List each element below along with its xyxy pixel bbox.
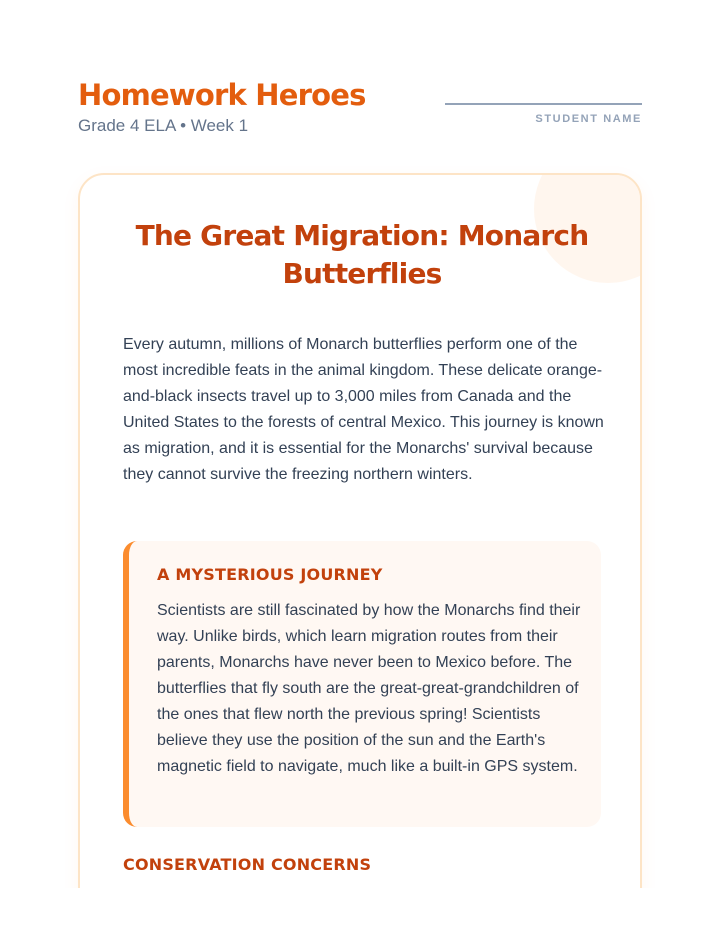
brand-title: Homework Heroes xyxy=(78,78,366,112)
worksheet-header xyxy=(78,74,642,138)
reading-card xyxy=(78,173,642,932)
page-bottom-margin xyxy=(0,888,720,932)
callout-box xyxy=(123,541,601,827)
intro-paragraph: Every autumn, millions of Monarch butterflies perform one of the most incredible feats in the animal kingdom. These delicate orange-and-black insects travel up to 3,000 miles from Canada and the United States to the forests of central Mexico. This journey is known as migration, and it is essential for the Monarchs' survival because they cannot survive the freezing northern winters. xyxy=(123,336,604,483)
grade-week-subtitle: Grade 4 ELA • Week 1 xyxy=(78,116,249,135)
callout-title: A MYSTERIOUS JOURNEY xyxy=(157,565,383,584)
article-title: The Great Migration: Monarch Butterflies xyxy=(135,219,589,290)
callout-paragraph: Scientists are still fascinated by how the Monarchs find their way. Unlike birds, which learn migration routes from their parents, Monarchs have never been to Mexico before. The butterflies that fly south are the great-great-grandchildren of the ones that flew north the previous spring! Scientists believe they use the position of the sun and the Earth's magnetic field to navigate, much like a built-in GPS system. xyxy=(157,602,581,775)
section-title-conservation: CONSERVATION CONCERNS xyxy=(123,855,372,874)
student-name-line[interactable] xyxy=(445,103,642,105)
student-name-label: STUDENT NAME xyxy=(535,113,642,125)
